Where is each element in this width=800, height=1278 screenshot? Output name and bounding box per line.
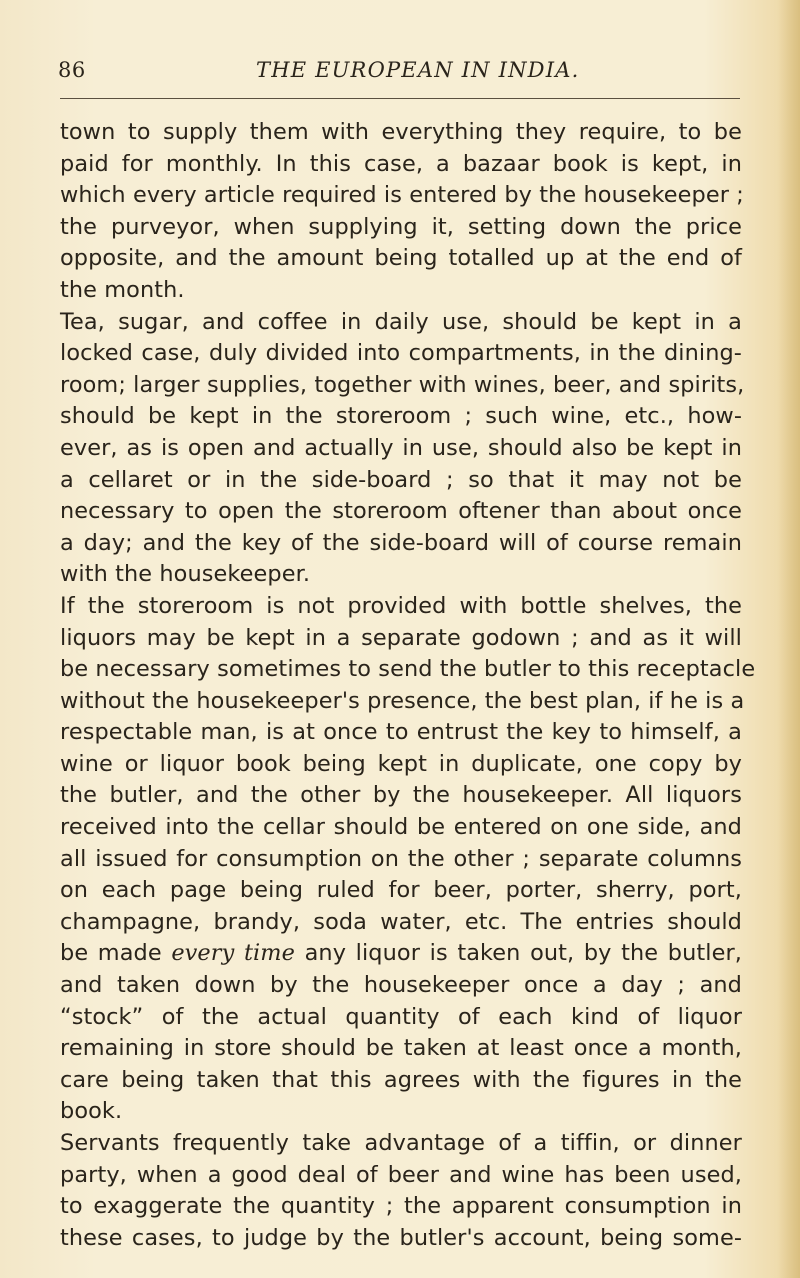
text-line: care being taken that this agrees with the figures in the [60, 1066, 742, 1093]
text-line: received into the cellar should be entered on one side, and [60, 814, 742, 841]
text-line: on each page being ruled for beer, porter, sherry, port, [60, 877, 742, 904]
text-line: these cases, to judge by the butler's account, being some- [60, 1224, 742, 1251]
text-line: a day; and the key of the side-board will of course remain [60, 529, 742, 556]
page-edge-shadow [778, 0, 800, 1278]
text-line: all issued for consumption on the other ; separate columns [60, 845, 742, 872]
text-line: a cellaret or in the side-board ; so that it may not be [60, 466, 742, 493]
text-line: without the housekeeper's presence, the best plan, if he is a [60, 687, 745, 714]
text-line: Tea, sugar, and coffee in daily use, should be kept in a [60, 308, 742, 335]
text-line: with the housekeeper. [60, 561, 311, 588]
text-line: party, when a good deal of beer and wine has been used, [60, 1161, 742, 1188]
text-line: the butler, and the other by the housekeeper. All liquors [60, 782, 742, 809]
text-line: wine or liquor book being kept in duplicate, one copy by [60, 750, 742, 777]
body-text [60, 117, 756, 1254]
text-line: the month. [60, 276, 185, 303]
text-line: champagne, brandy, soda water, etc. The entries should [60, 908, 742, 935]
text-line: to exaggerate the quantity ; the apparent consumption in [60, 1193, 742, 1220]
text-line: locked case, duly divided into compartments, in the dining- [60, 340, 742, 367]
text-line: necessary to open the storeroom oftener than about once [60, 498, 742, 525]
page-number: 86 [58, 58, 86, 82]
text-line: ever, as is open and actually in use, should also be kept in [60, 434, 742, 461]
text-line: should be kept in the storeroom ; such wine, etc., how- [60, 403, 742, 430]
text-line: paid for monthly. In this case, a bazaar book is kept, in [60, 150, 742, 177]
text-line: town to supply them with everything they require, to be [60, 119, 742, 145]
text-line: be necessary sometimes to send the butler to this receptacle [60, 656, 756, 683]
running-head: THE EUROPEAN IN INDIA. [256, 58, 580, 82]
text-line: room; larger supplies, together with wines, beer, and spirits, [60, 371, 745, 398]
text-line: liquors may be kept in a separate godown ; and as it will [60, 624, 742, 651]
text-line: Servants frequently take advantage of a tiffin, or dinner [60, 1130, 742, 1156]
text-line: remaining in store should be taken at least once a month, [60, 1035, 742, 1062]
italic-emphasis: every time [171, 940, 295, 967]
header-rule [60, 98, 740, 99]
text-line: which every article required is entered by the housekeeper ; [60, 182, 744, 209]
text-line: the purveyor, when supplying it, setting down the price [60, 213, 742, 240]
text-line: If the storeroom is not provided with bottle shelves, the [60, 592, 742, 619]
text-line: “stock” of the actual quantity of each kind of liquor [60, 1003, 742, 1030]
text-line: book. [60, 1098, 123, 1125]
page-header [58, 58, 740, 94]
text-line: and taken down by the housekeeper once a day ; and [60, 972, 742, 999]
text-line: opposite, and the amount being totalled up at the end of [60, 245, 742, 272]
text-line: respectable man, is at once to entrust the key to himself, a [60, 719, 742, 746]
text-segment: be made [60, 940, 172, 967]
text-line [60, 938, 742, 970]
text-segment: any liquor is taken out, by the butler, [294, 940, 742, 967]
